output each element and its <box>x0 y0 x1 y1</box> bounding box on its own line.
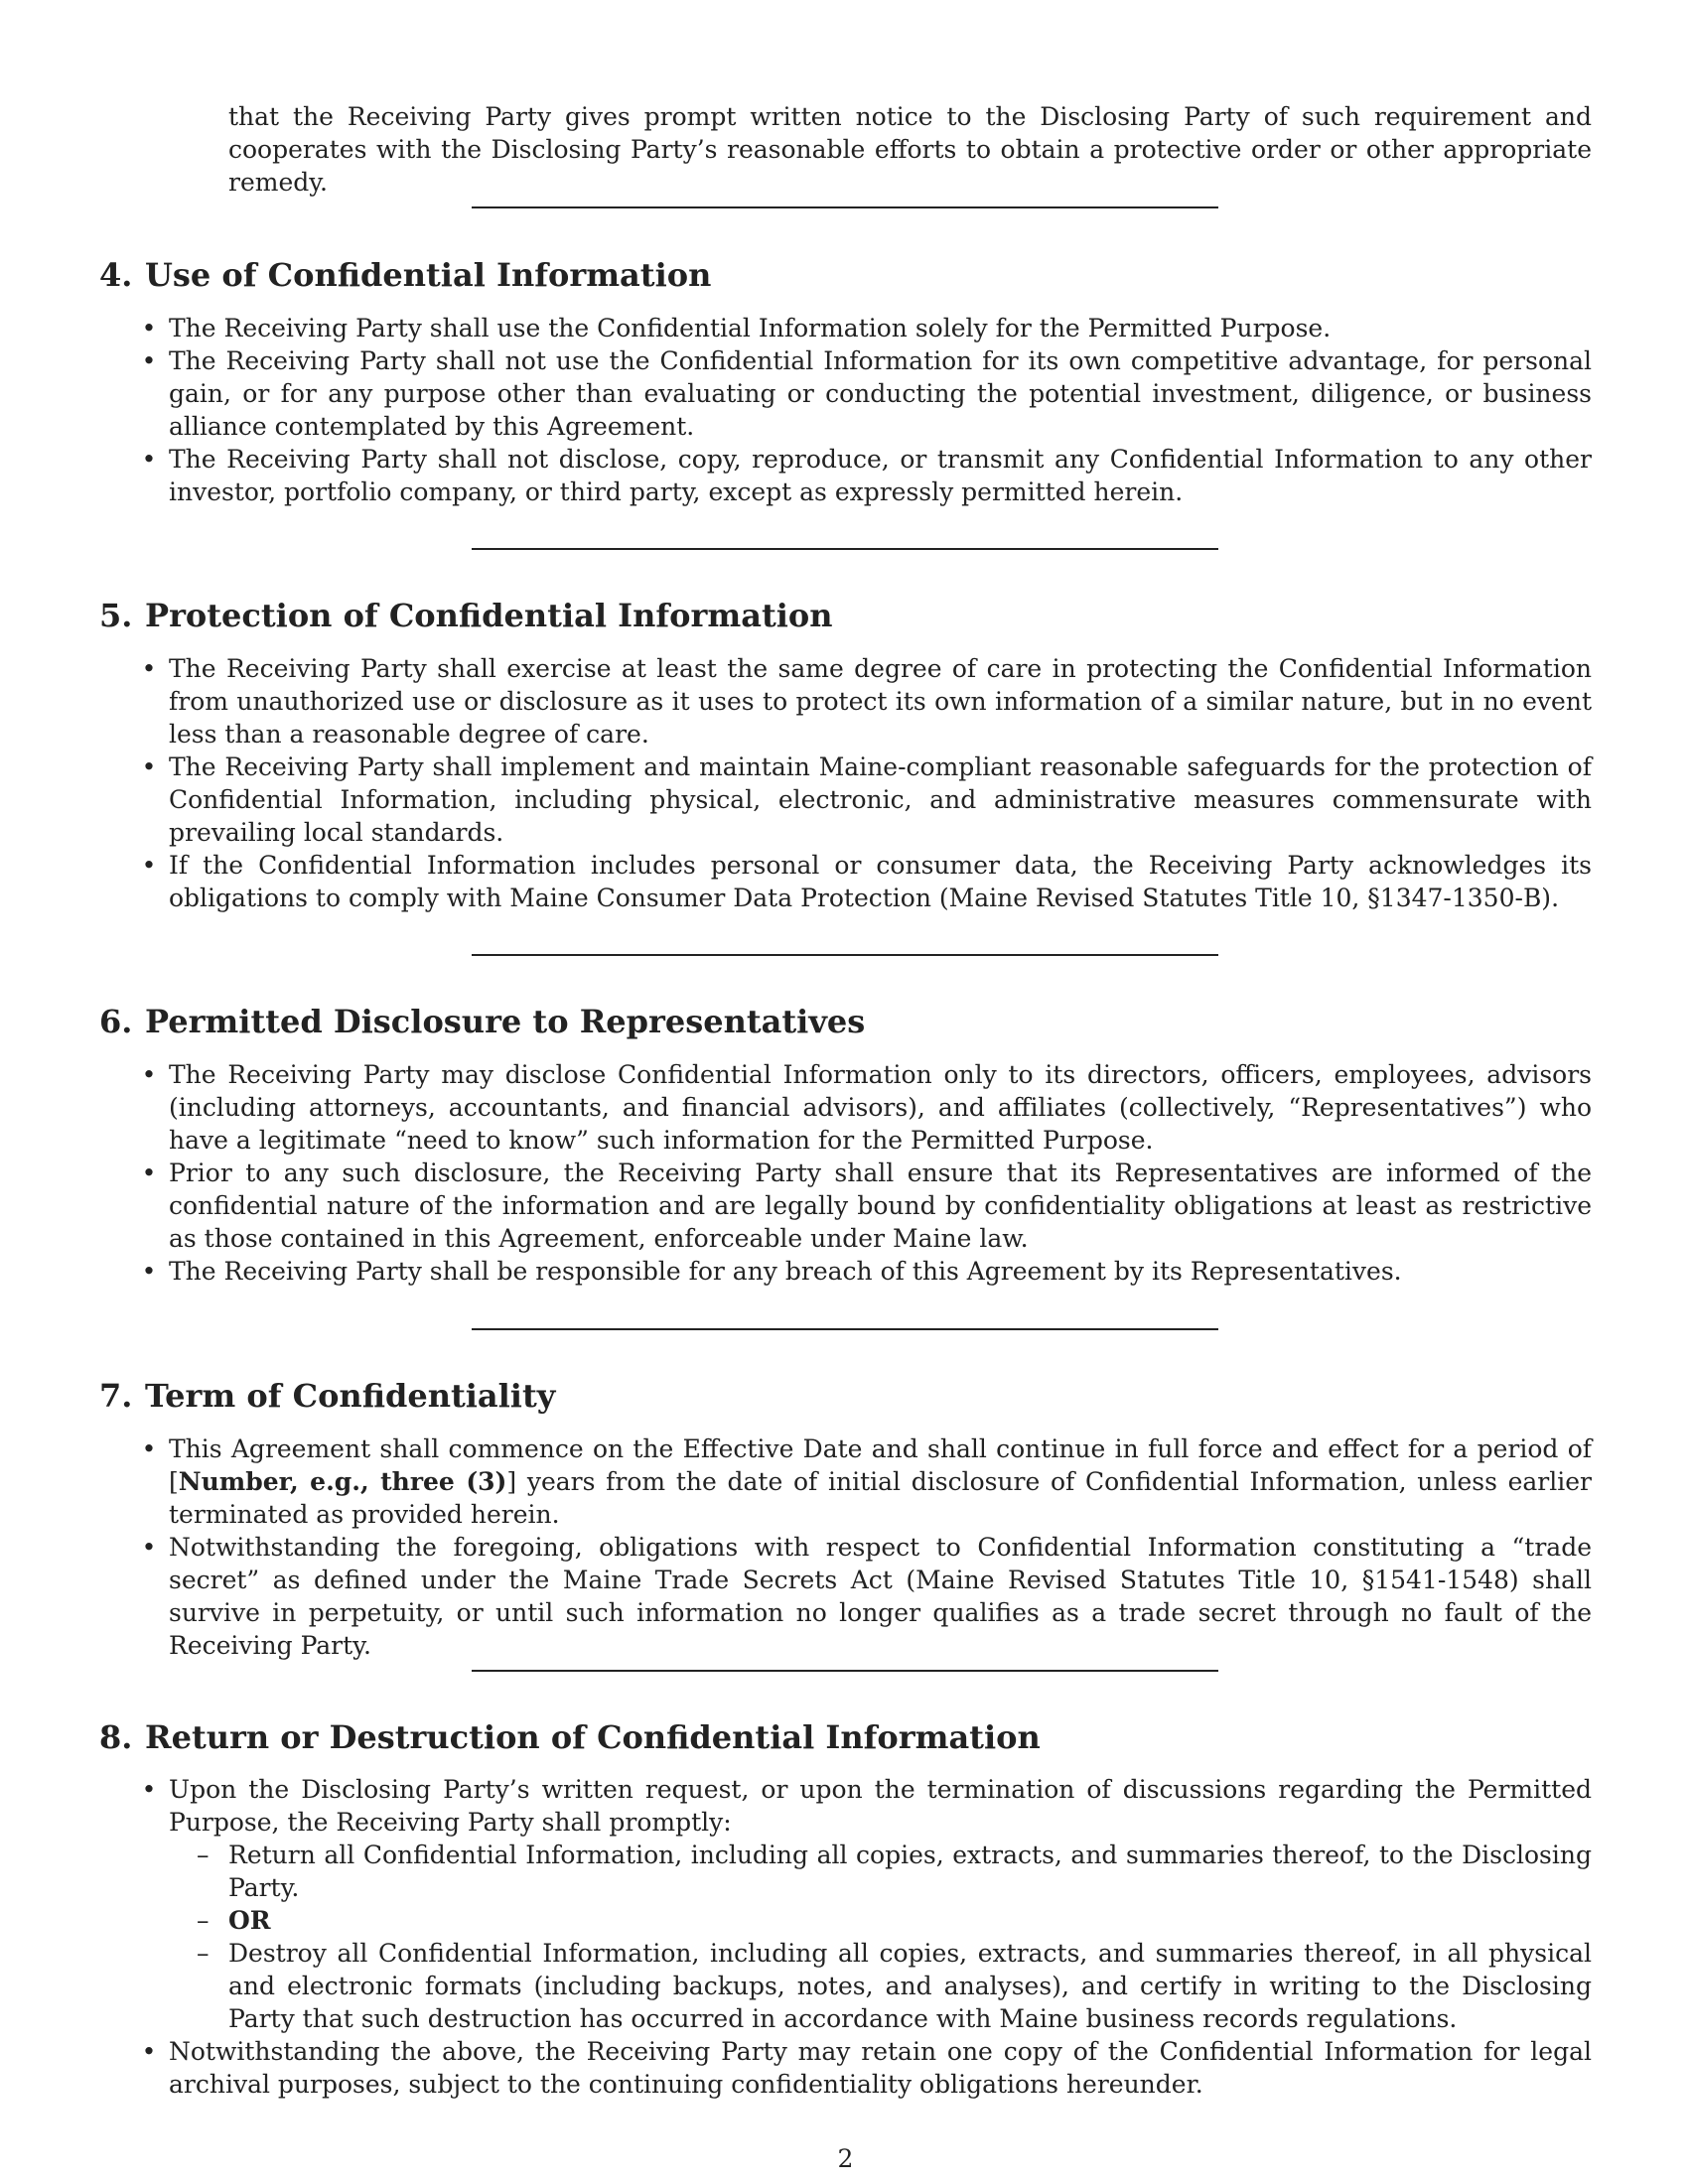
dash-icon: – <box>197 1906 210 1935</box>
list-item-text: The Receiving Party shall be responsible for any breach of this Agreement by its Representatives. <box>169 1257 1402 1286</box>
sub-list-item <box>169 1839 1592 1904</box>
list-item-text: The Receiving Party shall not disclose, copy, reproduce, or transmit any Confidential Information to any other investor, portfolio company, or third party, except as expressly permitted herein. <box>169 445 1592 506</box>
sub-list-item <box>169 1937 1592 2035</box>
bullet-icon: • <box>141 654 157 683</box>
term-placeholder: Number, e.g., three (3) <box>178 1467 507 1496</box>
bullet-icon: • <box>141 1775 157 1804</box>
dash-icon: – <box>197 1939 210 1968</box>
section-4-heading <box>99 255 1592 295</box>
list-item <box>99 1531 1592 1662</box>
section-5-list <box>99 652 1592 914</box>
list-item <box>99 1058 1592 1157</box>
sub-list-item-text: Return all Confidential Information, including all copies, extracts, and summaries thereof, to the Disclosing Party. <box>228 1841 1592 1902</box>
section-title: Term of Confidentiality <box>145 1377 556 1415</box>
section-title: Permitted Disclosure to Representatives <box>145 1003 866 1040</box>
list-item-text: Prior to any such disclosure, the Receiving Party shall ensure that its Representatives are informed of the confidential nature of the information and are legally bound by confidentiality obligations at least as restrictive as those contained in this Agreement, enforceable under Maine law. <box>169 1159 1592 1253</box>
section-number: 7. <box>99 1377 133 1415</box>
list-item <box>99 1773 1592 2035</box>
list-item <box>99 1433 1592 1531</box>
bullet-icon: • <box>141 2037 157 2066</box>
list-item <box>99 2035 1592 2101</box>
section-title: Return or Destruction of Confidential Information <box>145 1718 1041 1756</box>
section-title: Use of Confidential Information <box>145 256 712 294</box>
section-7-list <box>99 1433 1592 1662</box>
section-8-list <box>99 1773 1592 2101</box>
list-item <box>99 652 1592 751</box>
list-item-text: Notwithstanding the foregoing, obligations with respect to Confidential Information constituting a “trade secret” as defined under the Maine Trade Secrets Act (Maine Revised Statutes Title 10, §1541-1548) shall survive in perpetuity, or until such information no longer qualifies as a trade secret through no fault of the Receiving Party. <box>169 1533 1592 1660</box>
list-item-text: If the Confidential Information includes personal or consumer data, the Receiving Party acknowledges its obligations to comply with Maine Consumer Data Protection (Maine Revised Statutes Title 10, §1347-1350-B). <box>169 851 1592 912</box>
list-item <box>99 312 1592 344</box>
section-number: 5. <box>99 597 133 634</box>
section-number: 6. <box>99 1003 133 1040</box>
list-item <box>99 1157 1592 1255</box>
section-divider <box>472 954 1218 956</box>
bullet-icon: • <box>141 1060 157 1089</box>
list-item <box>99 344 1592 443</box>
list-item-text: The Receiving Party shall not use the Confidential Information for its own competitive advantage, for personal gain, or for any purpose other than evaluating or conducting the potential investment, diligence, or business alliance contemplated by this Agreement. <box>169 346 1592 441</box>
list-item-text: The Receiving Party shall exercise at least the same degree of care in protecting the Confidential Information from unauthorized use or disclosure as it uses to protect its own information of a similar nature, but in no event less than a reasonable degree of care. <box>169 654 1592 749</box>
section-number: 4. <box>99 256 133 294</box>
list-item-text: ] years from the date of initial disclosure of Confidential Information, unless earlier terminated as provided herein. <box>169 1467 1592 1529</box>
dash-icon: – <box>197 1841 210 1869</box>
bullet-icon: • <box>141 1434 157 1463</box>
list-item-text: The Receiving Party shall use the Confidential Information solely for the Permitted Purpose. <box>169 314 1332 342</box>
section-4-list <box>99 312 1592 508</box>
section-title: Protection of Confidential Information <box>145 597 833 634</box>
bullet-icon: • <box>141 1257 157 1286</box>
bullet-icon: • <box>141 445 157 474</box>
bullet-icon: • <box>141 1533 157 1562</box>
section-8-heading <box>99 1717 1592 1757</box>
section-divider <box>472 206 1218 208</box>
section-6-list <box>99 1058 1592 1288</box>
sub-list-item-text: OR <box>228 1906 271 1935</box>
bullet-icon: • <box>141 314 157 342</box>
list-item-text: Upon the Disclosing Party’s written request, or upon the termination of discussions regarding the Permitted Purpose, the Receiving Party shall promptly: <box>169 1775 1592 1837</box>
list-item-text: The Receiving Party shall implement and maintain Maine-compliant reasonable safeguards for the protection of Confidential Information, including physical, electronic, and administrative measures commensurate with prevailing local standards. <box>169 752 1592 847</box>
section-divider <box>472 1670 1218 1672</box>
list-item <box>99 849 1592 914</box>
bullet-icon: • <box>141 851 157 880</box>
list-item <box>99 751 1592 849</box>
bullet-icon: • <box>141 1159 157 1187</box>
sub-list <box>169 1839 1592 2035</box>
list-item-text: Notwithstanding the above, the Receiving Party may retain one copy of the Confidential Information for legal archival purposes, subject to the continuing confidentiality obligations hereunder. <box>169 2037 1592 2099</box>
sub-list-item <box>169 1904 1592 1937</box>
carryover-paragraph: that the Receiving Party gives prompt written notice to the Disclosing Party of such requirement and cooperates with the Disclosing Party’s reasonable efforts to obtain a protective order or other appropriate remedy. <box>228 102 1592 197</box>
section-divider <box>472 1328 1218 1330</box>
list-item-text: This Agreement shall commence on the Effective Date and shall continue in full force and effect for a period of [ <box>169 1434 1592 1496</box>
bullet-icon: • <box>141 346 157 375</box>
page-number: 2 <box>837 2144 854 2173</box>
sub-list-item-text: Destroy all Confidential Information, including all copies, extracts, and summaries thereof, in all physical and electronic formats (including backups, notes, and analyses), and certify in writing to the Disclosing Party that such destruction has occurred in accordance with Maine business records regulations. <box>228 1939 1592 2033</box>
section-number: 8. <box>99 1718 133 1756</box>
section-7-heading <box>99 1376 1592 1416</box>
list-item <box>99 1255 1592 1288</box>
list-item-text: The Receiving Party may disclose Confidential Information only to its directors, officers, employees, advisors (including attorneys, accountants, and financial advisors), and affiliates (collectively, “Representatives”) who have a legitimate “need to know” such information for the Permitted Purpose. <box>169 1060 1592 1155</box>
section-6-heading <box>99 1002 1592 1041</box>
section-divider <box>472 548 1218 550</box>
bullet-icon: • <box>141 752 157 781</box>
section-5-heading <box>99 596 1592 635</box>
list-item <box>99 443 1592 508</box>
